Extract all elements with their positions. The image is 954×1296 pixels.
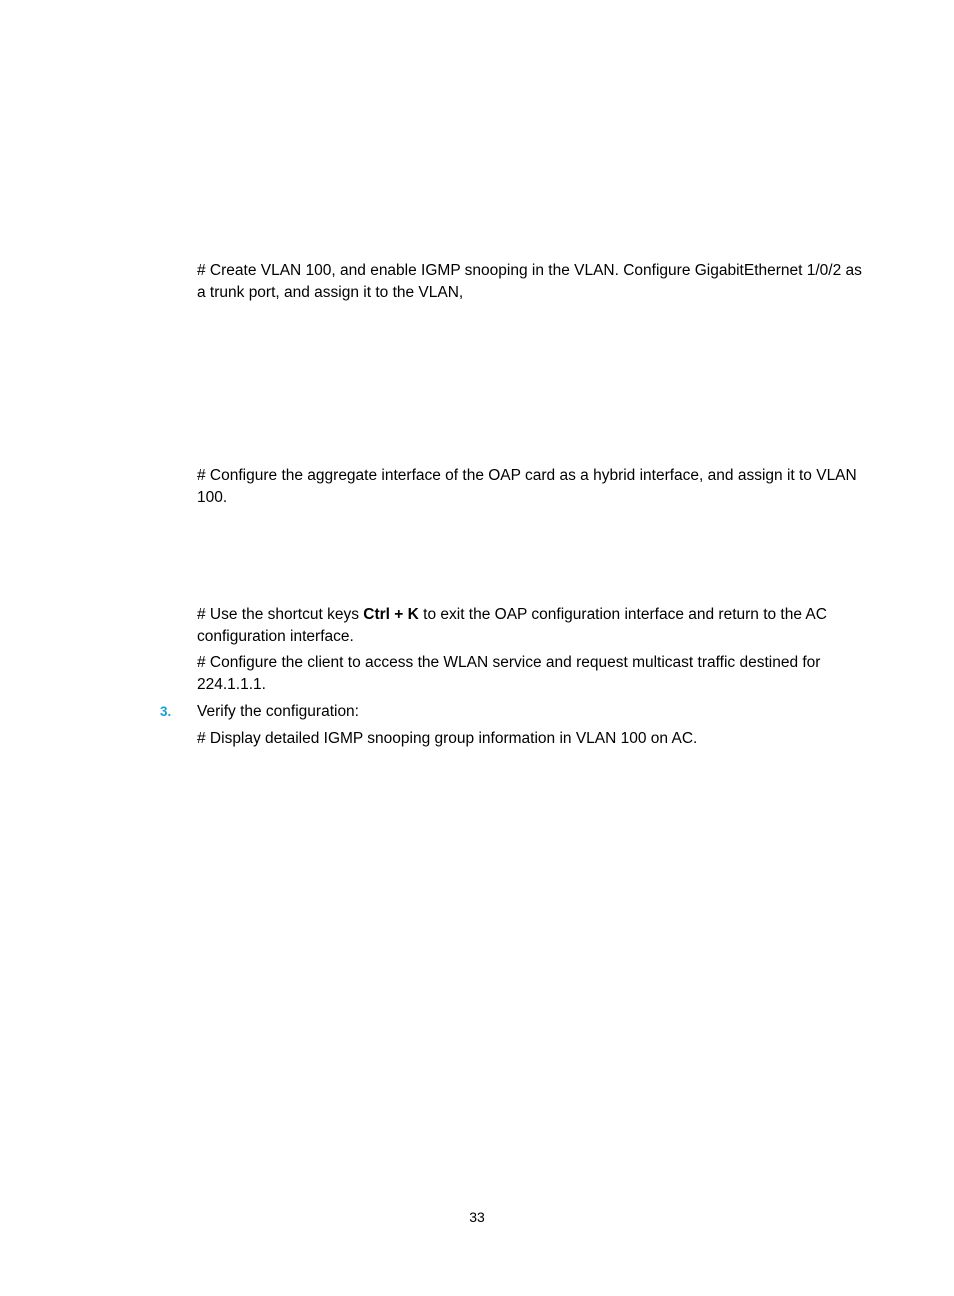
instruction-shortcut-keys xyxy=(197,604,867,647)
step-label: Verify the configuration: xyxy=(197,703,359,720)
instruction-display-igmp: # Display detailed IGMP snooping group information in VLAN 100 on AC. xyxy=(197,730,698,747)
instruction-configure-client: # Configure the client to access the WLAN service and request multicast traffic destined for 224.1.1.1. xyxy=(197,654,821,693)
shortcut-keys: Ctrl + K xyxy=(363,606,419,623)
shortcut-text-before: # Use the shortcut keys xyxy=(197,606,364,623)
instruction-configure-aggregate-interface: # Configure the aggregate interface of the OAP card as a hybrid interface, and assign it to VLAN 100. xyxy=(197,467,857,506)
page-number: 33 xyxy=(469,1209,485,1225)
instruction-create-vlan: # Create VLAN 100, and enable IGMP snooping in the VLAN. Configure GigabitEthernet 1/0/2 as a trunk port, and assign it to the VLAN, xyxy=(197,262,862,301)
step-number: 3. xyxy=(160,704,172,719)
shortcut-text-after: to exit the OAP configuration interface and return to the AC configuration interface. xyxy=(197,606,827,645)
